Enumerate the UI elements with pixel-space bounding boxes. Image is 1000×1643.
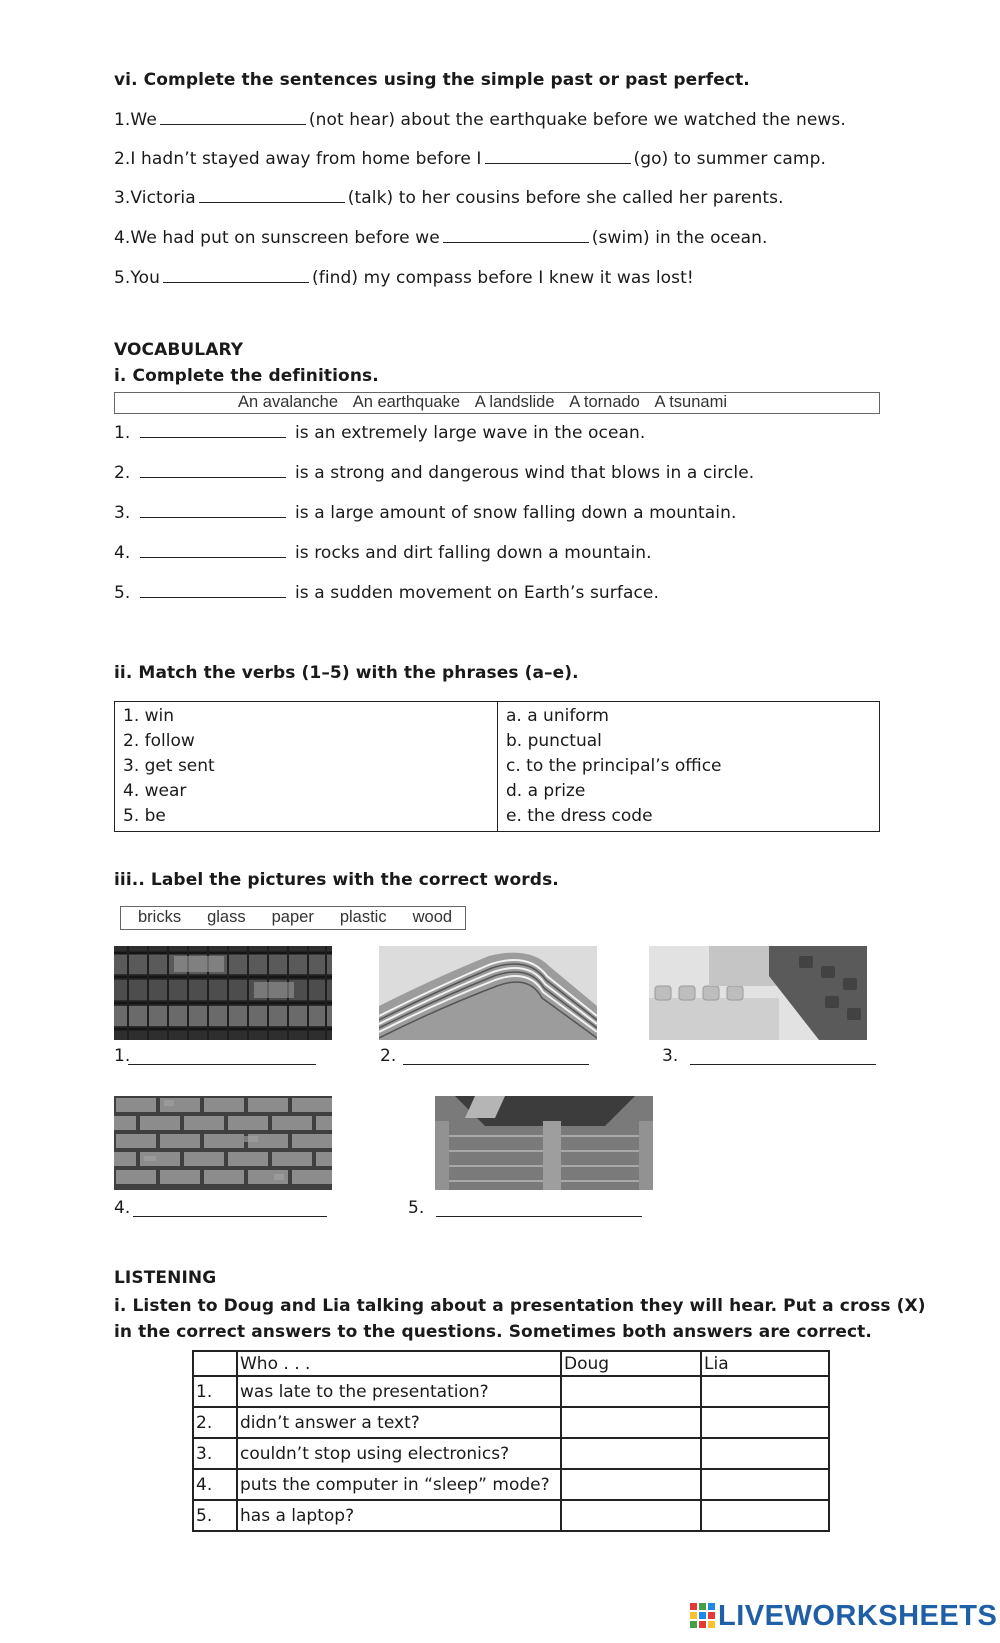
wooden-crate-picture bbox=[435, 1096, 653, 1190]
answer-line[interactable] bbox=[436, 1216, 642, 1217]
picture-label-2: 2. bbox=[380, 1046, 397, 1066]
table-row: 2. didn’t answer a text? bbox=[193, 1407, 829, 1438]
grammar-sentence-1: 1.We (not hear) about the earthquake before we watched the news. bbox=[114, 110, 846, 130]
grammar-sentence-5: 5.You (find) my compass before I knew it was lost! bbox=[114, 268, 694, 288]
answer-blank[interactable] bbox=[160, 123, 306, 125]
answer-blank[interactable] bbox=[140, 596, 286, 598]
doug-answer-cell[interactable] bbox=[561, 1469, 701, 1500]
newspaper-picture bbox=[379, 946, 597, 1040]
table-row: 1. was late to the presentation? bbox=[193, 1376, 829, 1407]
doug-header: Doug bbox=[561, 1351, 701, 1376]
listening-heading-line-1: i. Listen to Doug and Lia talking about a presentation they will hear. Put a cross (X) bbox=[114, 1296, 926, 1316]
verb-item: 4. wear bbox=[123, 781, 187, 801]
verb-item: 5. be bbox=[123, 806, 166, 826]
listening-title: LISTENING bbox=[114, 1268, 217, 1288]
who-header: Who . . . bbox=[237, 1351, 561, 1376]
doug-answer-cell[interactable] bbox=[561, 1407, 701, 1438]
table-row: 3. couldn’t stop using electronics? bbox=[193, 1438, 829, 1469]
verbs-column bbox=[115, 702, 498, 832]
verb-item: 3. get sent bbox=[123, 756, 215, 776]
lia-answer-cell[interactable] bbox=[701, 1469, 829, 1500]
listening-heading-line-2: in the correct answers to the questions. Sometimes both answers are correct. bbox=[114, 1322, 872, 1342]
grammar-sentence-4: 4.We had put on sunscreen before we (swim) in the ocean. bbox=[114, 228, 768, 248]
answer-blank[interactable] bbox=[443, 241, 589, 243]
logo-grid-icon bbox=[690, 1603, 716, 1633]
glass-building-picture bbox=[114, 946, 332, 1040]
answer-blank[interactable] bbox=[140, 436, 286, 438]
table-row: 5. has a laptop? bbox=[193, 1500, 829, 1531]
verb-item: 1. win bbox=[123, 706, 175, 726]
material-word-bank: bricks glass paper plastic wood bbox=[120, 906, 466, 930]
plastic-blocks-picture bbox=[649, 946, 867, 1040]
grammar-heading: vi. Complete the sentences using the simple past or past perfect. bbox=[114, 70, 750, 90]
vocabulary-part3-heading: iii.. Label the pictures with the correct words. bbox=[114, 870, 559, 890]
phrase-item: e. the dress code bbox=[506, 806, 653, 826]
logo-text: LIVEWORKSHEETS bbox=[718, 1600, 998, 1632]
doug-answer-cell[interactable] bbox=[561, 1500, 701, 1531]
answer-blank[interactable] bbox=[140, 516, 286, 518]
lia-answer-cell[interactable] bbox=[701, 1500, 829, 1531]
brick-wall-picture bbox=[114, 1096, 332, 1190]
answer-blank[interactable] bbox=[163, 281, 309, 283]
phrases-column bbox=[498, 702, 880, 832]
grammar-sentence-3: 3.Victoria (talk) to her cousins before she called her parents. bbox=[114, 188, 784, 208]
doug-answer-cell[interactable] bbox=[561, 1376, 701, 1407]
grammar-sentence-2: 2.I hadn’t stayed away from home before I (go) to summer camp. bbox=[114, 149, 826, 169]
answer-line[interactable] bbox=[133, 1216, 327, 1217]
vocabulary-title: VOCABULARY bbox=[114, 340, 244, 360]
definition-3: 3. is a large amount of snow falling down a mountain. bbox=[114, 503, 737, 523]
definition-5: 5. is a sudden movement on Earth’s surface. bbox=[114, 583, 660, 603]
answer-blank[interactable] bbox=[140, 476, 286, 478]
answer-line[interactable] bbox=[403, 1064, 589, 1065]
answer-line[interactable] bbox=[690, 1064, 876, 1065]
doug-answer-cell[interactable] bbox=[561, 1438, 701, 1469]
answer-blank[interactable] bbox=[485, 162, 631, 164]
table-row: 4. puts the computer in “sleep” mode? bbox=[193, 1469, 829, 1500]
phrase-item: d. a prize bbox=[506, 781, 586, 801]
picture-label-3: 3. bbox=[662, 1046, 679, 1066]
phrase-item: c. to the principal’s office bbox=[506, 756, 722, 776]
lia-header: Lia bbox=[701, 1351, 829, 1376]
definition-4: 4. is rocks and dirt falling down a mountain. bbox=[114, 543, 652, 563]
vocabulary-part1-heading: i. Complete the definitions. bbox=[114, 366, 379, 386]
picture-label-4: 4. bbox=[114, 1198, 131, 1218]
definition-word-bank: An avalanche An earthquake A landslide A tornado A tsunami bbox=[114, 392, 880, 414]
answer-blank[interactable] bbox=[140, 556, 286, 558]
phrase-item: b. punctual bbox=[506, 731, 602, 751]
lia-answer-cell[interactable] bbox=[701, 1407, 829, 1438]
picture-label-1: 1. bbox=[114, 1046, 131, 1066]
picture-label-5: 5. bbox=[408, 1198, 425, 1218]
lia-answer-cell[interactable] bbox=[701, 1438, 829, 1469]
verb-item: 2. follow bbox=[123, 731, 195, 751]
lia-answer-cell[interactable] bbox=[701, 1376, 829, 1407]
answer-line[interactable] bbox=[128, 1064, 316, 1065]
vocabulary-part2-heading: ii. Match the verbs (1–5) with the phrases (a–e). bbox=[114, 663, 579, 683]
definition-2: 2. is a strong and dangerous wind that blows in a circle. bbox=[114, 463, 755, 483]
answer-blank[interactable] bbox=[199, 201, 345, 203]
matching-table bbox=[114, 701, 880, 832]
phrase-item: a. a uniform bbox=[506, 706, 609, 726]
liveworksheets-logo bbox=[690, 1600, 998, 1636]
listening-table bbox=[192, 1350, 830, 1532]
definition-1: 1. is an extremely large wave in the ocean. bbox=[114, 423, 646, 443]
